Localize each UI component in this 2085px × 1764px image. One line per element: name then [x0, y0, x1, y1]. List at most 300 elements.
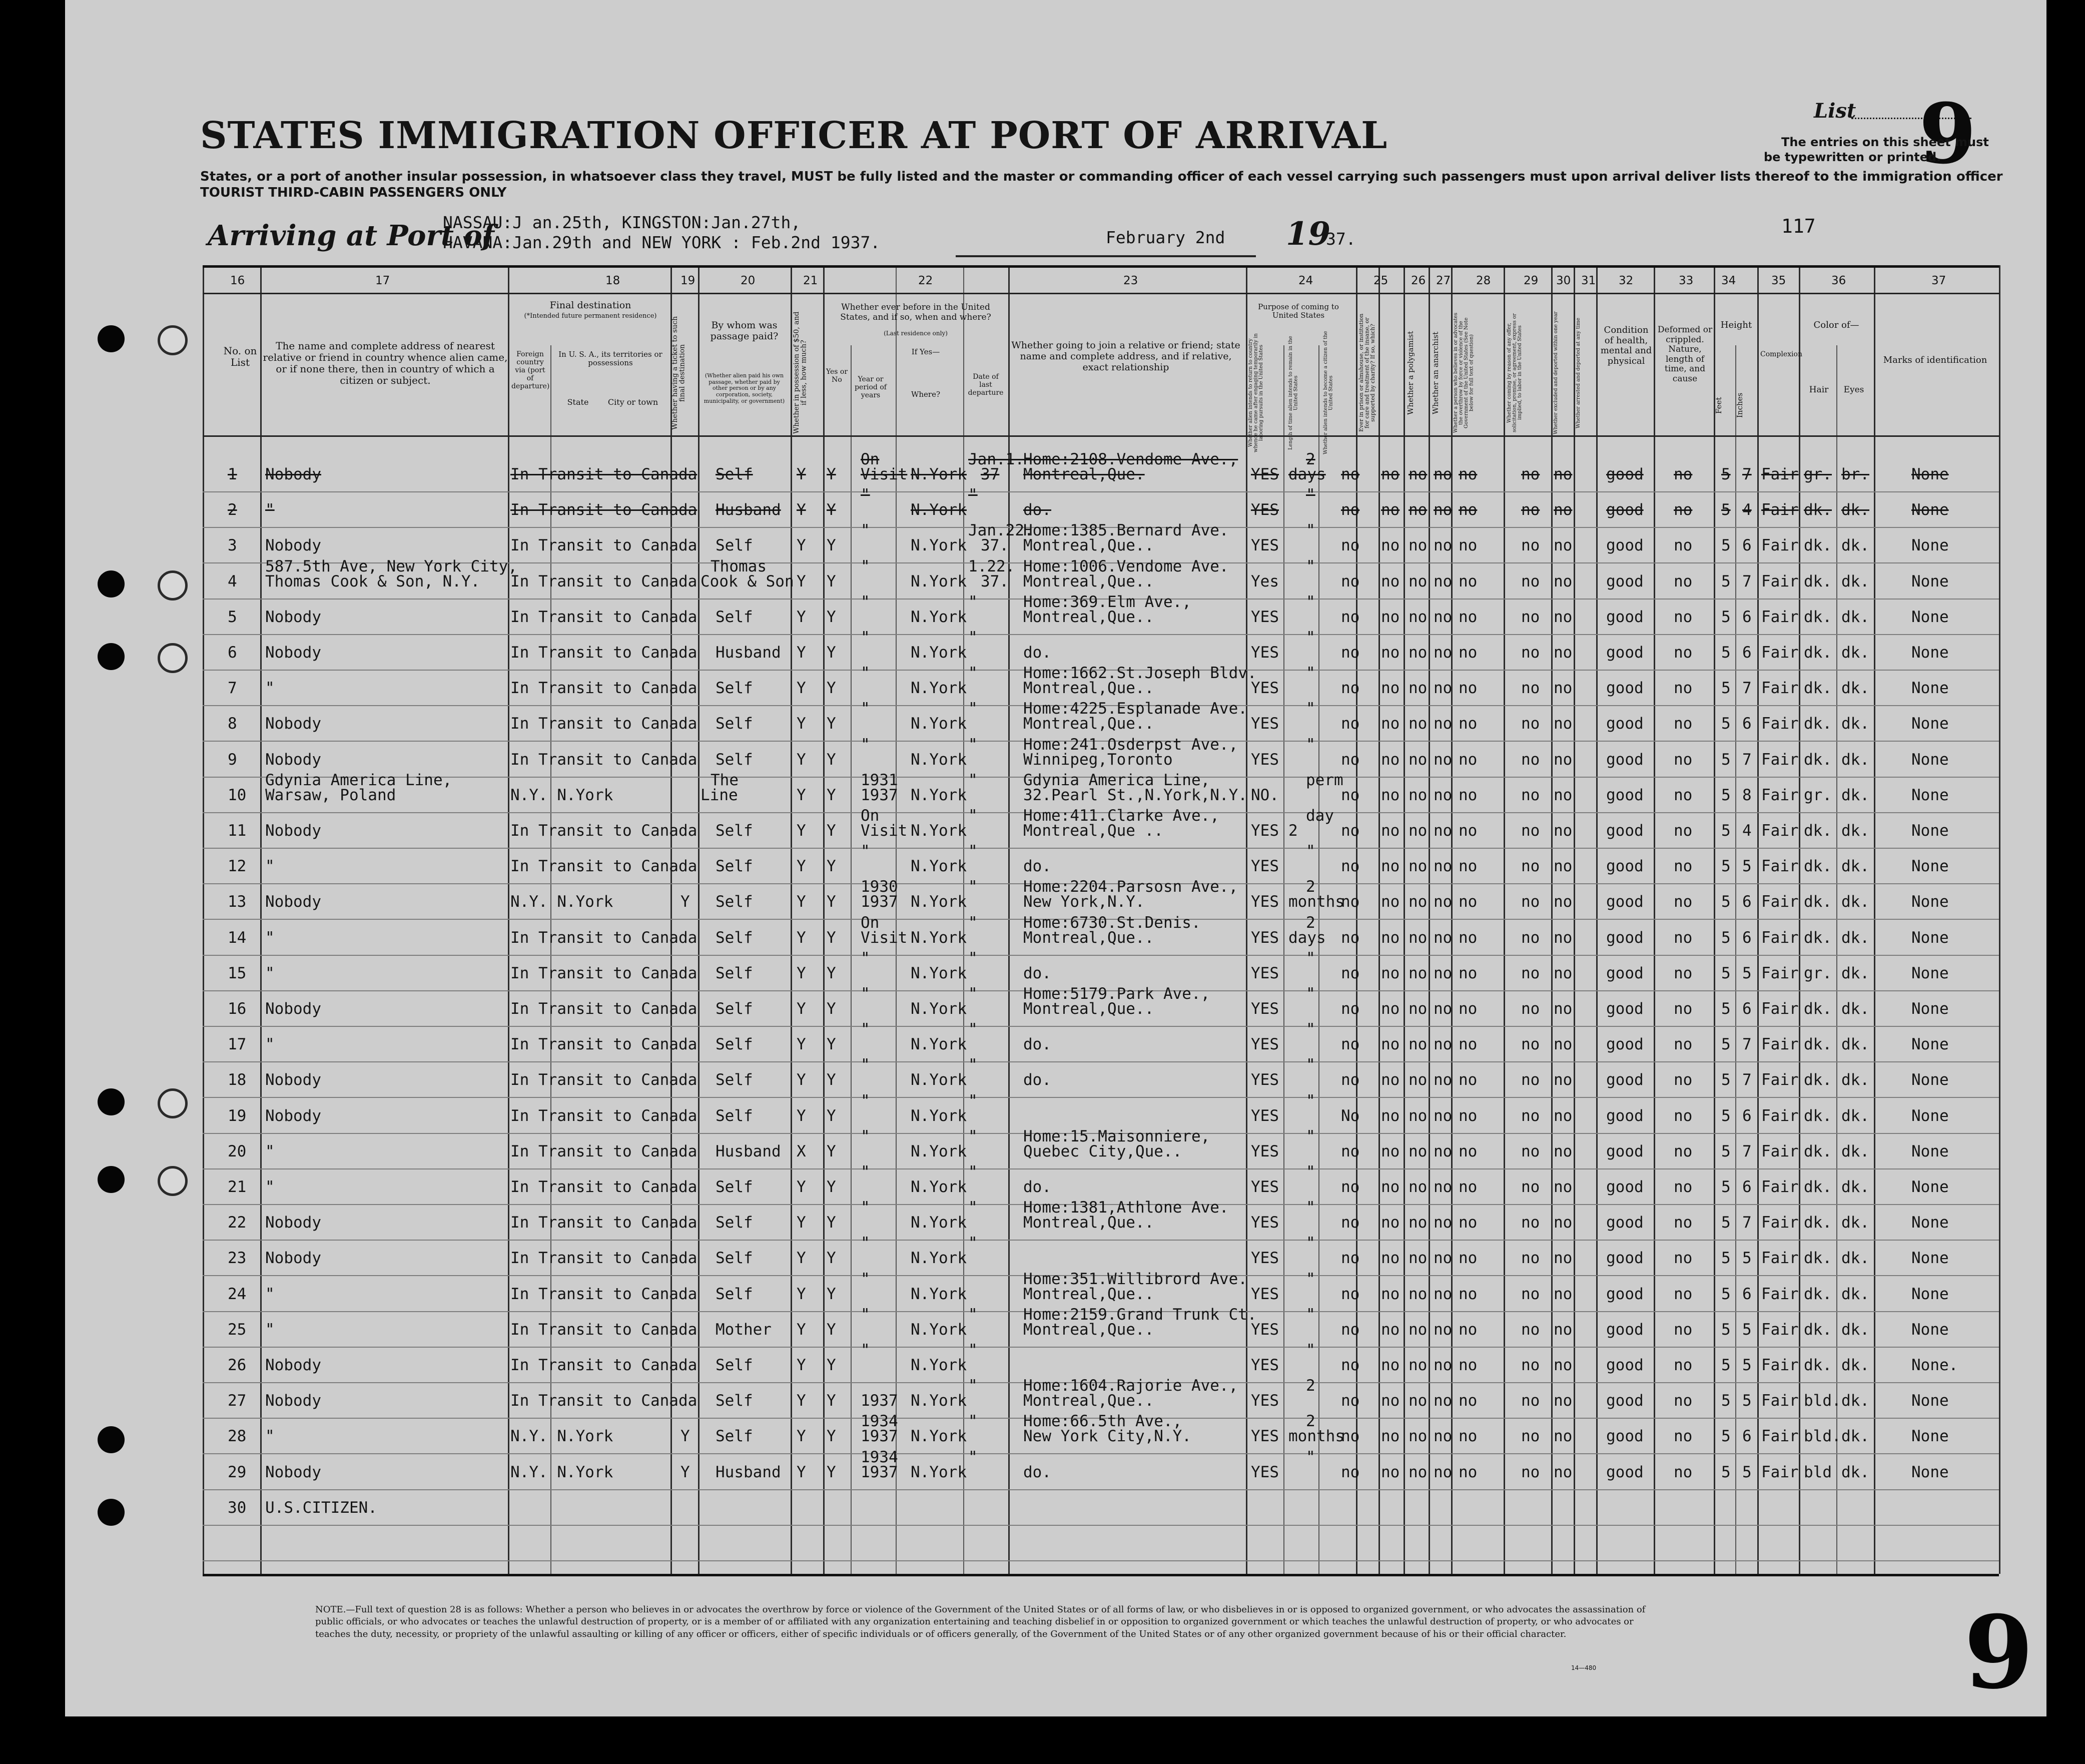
- nearest-relative: Nobody: [265, 1071, 321, 1089]
- question-answer: no: [1459, 1214, 1478, 1232]
- height-feet: 5: [1721, 893, 1731, 911]
- ever-before-where: N.York: [911, 857, 967, 875]
- ever-before-year: ": [861, 664, 870, 682]
- hair-color: dk.: [1804, 1321, 1832, 1339]
- health-condition: good: [1606, 1356, 1644, 1374]
- year-prefix: 19: [1286, 215, 1331, 253]
- joining-address-line2: Montreal,Que..: [1023, 715, 1154, 733]
- passage-paid-by: Husband: [716, 501, 781, 519]
- header-final-destination: Final destination: [549, 300, 631, 311]
- header-yes-or-no: Yes or No: [826, 368, 848, 384]
- purpose-return: Yes: [1251, 572, 1279, 591]
- height-inches: 7: [1742, 1035, 1752, 1053]
- complexion-value: Fair: [1761, 1178, 1799, 1196]
- deformed-value: no: [1674, 1356, 1693, 1374]
- height-feet: 5: [1721, 1142, 1731, 1160]
- header-foreign-country: Foreign country via (port of departure): [511, 350, 550, 391]
- height-inches: 6: [1742, 536, 1752, 554]
- passage-paid-by: Self: [716, 608, 753, 626]
- question-answer: no: [1434, 1107, 1453, 1125]
- purpose-length: ": [1306, 1270, 1315, 1288]
- last-departure-date: ": [968, 1199, 978, 1217]
- complexion-value: Fair: [1761, 929, 1799, 947]
- complexion-value: Fair: [1761, 608, 1799, 626]
- purpose-return: YES: [1251, 1035, 1279, 1053]
- question-answer: no: [1521, 964, 1540, 982]
- ever-before-year: 1930: [861, 878, 898, 896]
- question-answer: no: [1521, 1249, 1540, 1267]
- hair-color: dk.: [1804, 857, 1832, 875]
- corner-list-number: 9: [1964, 1594, 2034, 1711]
- purpose-return: YES: [1251, 964, 1279, 982]
- complexion-value: Fair: [1761, 751, 1799, 769]
- passage-paid-by: Self: [716, 536, 753, 554]
- complexion-value: Fair: [1761, 1035, 1799, 1053]
- ever-before-year: ": [861, 949, 870, 967]
- possession-50-value: Y: [797, 1356, 806, 1374]
- identification-marks: None: [1911, 1107, 1949, 1125]
- possession-50-value: Y: [797, 715, 806, 733]
- header-rule: [203, 293, 1999, 294]
- question-answer: no: [1381, 1392, 1400, 1410]
- question-answer: no: [1434, 893, 1453, 911]
- question-answer: no: [1381, 1214, 1400, 1232]
- eye-color: dk.: [1841, 1321, 1869, 1339]
- binder-ring: [158, 1088, 188, 1118]
- deformed-value: no: [1674, 1427, 1693, 1445]
- question-answer: no: [1434, 751, 1453, 769]
- nearest-relative: Nobody: [265, 536, 321, 554]
- purpose-length: 2: [1306, 914, 1315, 932]
- hair-color: gr.: [1804, 964, 1832, 982]
- identification-marks: None: [1911, 822, 1949, 840]
- question-answer: no: [1409, 1463, 1428, 1481]
- purpose-length-line2: 2: [1288, 822, 1298, 840]
- question-answer: no: [1341, 608, 1360, 626]
- joining-address-line2: New York,N.Y.: [1023, 893, 1145, 911]
- ever-before-yes-no: Y: [827, 1249, 836, 1267]
- identification-marks: None: [1911, 1285, 1949, 1303]
- deformed-value: no: [1674, 644, 1693, 662]
- ever-before-where: N.York: [911, 1035, 967, 1053]
- question-answer: no: [1409, 536, 1428, 554]
- nearest-relative: ": [265, 964, 275, 982]
- nearest-relative: Nobody: [265, 715, 321, 733]
- complexion-value: Fair: [1761, 1356, 1799, 1374]
- question-answer: no: [1459, 572, 1478, 591]
- ever-before-yes-no: Y: [827, 1356, 836, 1374]
- question-answer: no: [1434, 964, 1453, 982]
- ever-before-yes-no: Y: [827, 1392, 836, 1410]
- purpose-length: 2: [1306, 450, 1315, 468]
- question-answer: no: [1521, 644, 1540, 662]
- column-number: 18: [605, 274, 620, 287]
- possession-50-value: Y: [797, 1214, 806, 1232]
- page-number: 117: [1781, 215, 1816, 237]
- header-prison: Ever in prison or almshouse, or institution for care and treatment of the insane, or supported by charity? If so, which?: [1358, 313, 1376, 432]
- passage-paid-by: Self: [716, 1000, 753, 1018]
- ever-before-yes-no: Y: [827, 679, 836, 697]
- header-color-of: Color of—: [1813, 320, 1859, 330]
- question-answer: no: [1409, 929, 1428, 947]
- health-condition: good: [1606, 964, 1644, 982]
- passage-paid-by: Thomas: [711, 557, 767, 575]
- column-number: 27: [1436, 274, 1451, 287]
- eye-color: dk.: [1841, 1463, 1869, 1481]
- column-divider: [550, 345, 551, 1574]
- eye-color: dk.: [1841, 644, 1869, 662]
- height-feet: 5: [1721, 1107, 1731, 1125]
- column-number: 21: [803, 274, 818, 287]
- nearest-relative: Nobody: [265, 465, 321, 483]
- last-departure-date: ": [968, 1020, 978, 1038]
- eye-color: dk.: [1841, 501, 1869, 519]
- question-answer: no: [1459, 1392, 1478, 1410]
- ever-before-year: ": [861, 1199, 870, 1217]
- question-answer: no: [1459, 1356, 1478, 1374]
- binder-ring: [158, 325, 188, 355]
- purpose-return: YES: [1251, 1000, 1279, 1018]
- list-number: 9: [1919, 85, 1976, 182]
- joining-address-line2: do.: [1023, 1035, 1051, 1053]
- possession-50-value: Y: [797, 679, 806, 697]
- last-departure-line2: 37.: [981, 536, 1009, 554]
- eye-color: br.: [1841, 465, 1869, 483]
- last-departure-date: ": [968, 664, 978, 682]
- final-destination: N.Y. N.York: [510, 893, 613, 911]
- question-answer: no: [1521, 1321, 1540, 1339]
- question-answer: no: [1521, 751, 1540, 769]
- question-answer: no: [1434, 786, 1453, 804]
- possession-50-value: Y: [797, 1107, 806, 1125]
- row-rule: [203, 1026, 1999, 1027]
- header-passage-paid-note: (Whether alien paid his own passage, whether paid by other person or by any corporation, society, municipality, or government): [704, 372, 785, 404]
- height-feet: 5: [1721, 822, 1731, 840]
- question-answer: no: [1381, 1427, 1400, 1445]
- identification-marks: None: [1911, 608, 1949, 626]
- column-number: 24: [1298, 274, 1313, 287]
- question-answer: no: [1381, 822, 1400, 840]
- question-answer: no: [1521, 501, 1540, 519]
- hair-color: dk.: [1804, 572, 1832, 591]
- question-answer: no: [1409, 1356, 1428, 1374]
- row-rule: [203, 1347, 1999, 1348]
- identification-marks: None: [1911, 786, 1949, 804]
- joining-address: Home:411.Clarke Ave.,: [1023, 807, 1219, 825]
- header-anarchist: Whether an anarchist: [1431, 331, 1440, 414]
- possession-50-value: Y: [797, 786, 806, 804]
- joining-address: Home:241.Osderpst Ave.,: [1023, 736, 1238, 754]
- question-answer: no: [1409, 751, 1428, 769]
- final-destination: N.Y. N.York: [510, 1427, 613, 1445]
- row-number: 5: [228, 608, 237, 626]
- last-departure-date: ": [968, 771, 978, 789]
- question-answer: no: [1521, 1035, 1540, 1053]
- purpose-length: ": [1306, 1341, 1315, 1359]
- ever-before-yes-no: Y: [827, 608, 836, 626]
- height-inches: 8: [1742, 786, 1752, 804]
- header-last-residence: (Last residence only): [884, 330, 948, 337]
- ever-before-where: N.York: [911, 1463, 967, 1481]
- hair-color: dk.: [1804, 822, 1832, 840]
- deformed-value: no: [1674, 679, 1693, 697]
- final-destination: In Transit to Canada: [510, 1249, 698, 1267]
- passage-paid-by: Self: [716, 679, 753, 697]
- row-number: 17: [228, 1035, 247, 1053]
- joining-address-line2: Montreal,Que..: [1023, 1214, 1154, 1232]
- ever-before-yes-no: Y: [827, 822, 836, 840]
- question-answer: no: [1554, 536, 1573, 554]
- binder-ring: [158, 1166, 188, 1196]
- last-departure-date: ": [968, 878, 978, 896]
- possession-50-value: Y: [797, 964, 806, 982]
- purpose-length: ": [1306, 1448, 1315, 1466]
- ever-before-where: N.York: [911, 1214, 967, 1232]
- question-answer: no: [1409, 1142, 1428, 1160]
- hair-color: dk.: [1804, 1249, 1832, 1267]
- last-departure-date: 1.22.: [968, 557, 1015, 575]
- last-departure-date: ": [968, 1234, 978, 1252]
- question-answer: no: [1341, 465, 1360, 483]
- last-departure-date: ": [968, 914, 978, 932]
- column-number: 32: [1619, 274, 1634, 287]
- final-destination: In Transit to Canada: [510, 1356, 698, 1374]
- question-answer: no: [1341, 572, 1360, 591]
- header-where: Where?: [911, 390, 941, 399]
- question-answer: no: [1381, 608, 1400, 626]
- deformed-value: no: [1674, 857, 1693, 875]
- ever-before-where: N.York: [911, 929, 967, 947]
- question-answer: No: [1341, 1107, 1360, 1125]
- passage-paid-by: Husband: [716, 644, 781, 662]
- question-answer: no: [1521, 1427, 1540, 1445]
- question-answer: no: [1434, 1321, 1453, 1339]
- health-condition: good: [1606, 536, 1644, 554]
- column-number: 25: [1373, 274, 1388, 287]
- deformed-value: no: [1674, 1214, 1693, 1232]
- header-health: Condition of health, mental and physical: [1600, 325, 1652, 367]
- height-feet: 5: [1721, 751, 1731, 769]
- identification-marks: None: [1911, 679, 1949, 697]
- nearest-relative: 587.5th Ave, New York City,: [265, 557, 517, 575]
- passenger-class: TOURIST THIRD-CABIN PASSENGERS ONLY: [200, 185, 507, 200]
- column-number: 29: [1524, 274, 1539, 287]
- health-condition: good: [1606, 1249, 1644, 1267]
- question-answer: no: [1459, 1321, 1478, 1339]
- complexion-value: Fair: [1761, 572, 1799, 591]
- purpose-return: YES: [1251, 857, 1279, 875]
- ever-before-year: ": [861, 629, 870, 647]
- question-answer: no: [1521, 1392, 1540, 1410]
- eye-color: dk.: [1841, 822, 1869, 840]
- question-answer: no: [1554, 857, 1573, 875]
- joining-address: Home:4225.Esplanade Ave.: [1023, 700, 1247, 718]
- column-number: 22: [918, 274, 933, 287]
- row-rule: [203, 848, 1999, 849]
- possession-50-value: Y: [797, 1321, 806, 1339]
- height-inches: 7: [1742, 572, 1752, 591]
- purpose-return: YES: [1251, 1178, 1279, 1196]
- purpose-length-line2: months: [1288, 893, 1344, 911]
- question-answer: no: [1381, 1178, 1400, 1196]
- question-answer: no: [1409, 1321, 1428, 1339]
- column-number: 20: [741, 274, 756, 287]
- health-condition: good: [1606, 465, 1644, 483]
- height-feet: 5: [1721, 465, 1731, 483]
- identification-marks: None: [1911, 465, 1949, 483]
- question-answer: no: [1554, 679, 1573, 697]
- passage-paid-by: Self: [716, 465, 753, 483]
- question-answer: no: [1459, 929, 1478, 947]
- question-answer: no: [1459, 1427, 1478, 1445]
- joining-address-line2: do.: [1023, 1178, 1051, 1196]
- purpose-length: ": [1306, 593, 1315, 611]
- joining-address-line2: 32.Pearl St.,N.York,N.Y.: [1023, 786, 1247, 804]
- question-answer: no: [1409, 1392, 1428, 1410]
- question-answer: no: [1521, 1463, 1540, 1481]
- purpose-return: YES: [1251, 1463, 1279, 1481]
- height-inches: 6: [1742, 644, 1752, 662]
- question-answer: no: [1434, 501, 1453, 519]
- row-number: 13: [228, 893, 247, 911]
- ever-before-year: ": [861, 700, 870, 718]
- health-condition: good: [1606, 608, 1644, 626]
- question-answer: no: [1459, 1463, 1478, 1481]
- purpose-length: ": [1306, 629, 1315, 647]
- passage-paid-by: The: [711, 771, 739, 789]
- identification-marks: None: [1911, 1249, 1949, 1267]
- hair-color: dk.: [1804, 893, 1832, 911]
- identification-marks: None: [1911, 893, 1949, 911]
- question-answer: no: [1381, 786, 1400, 804]
- form-title: STATES IMMIGRATION OFFICER AT PORT OF ARRIVAL: [200, 114, 1388, 157]
- nearest-relative: ": [265, 1142, 275, 1160]
- complexion-value: Fair: [1761, 1392, 1799, 1410]
- possession-50-value: Y: [797, 644, 806, 662]
- identification-marks: None: [1911, 1214, 1949, 1232]
- nearest-relative: Nobody: [265, 1392, 321, 1410]
- possession-50-value: Y: [797, 1249, 806, 1267]
- year-suffix: 37.: [1326, 229, 1356, 249]
- ever-before-year: On: [861, 914, 880, 932]
- height-inches: 6: [1742, 1000, 1752, 1018]
- question-answer: no: [1409, 1249, 1428, 1267]
- eye-color: dk.: [1841, 1071, 1869, 1089]
- question-answer: no: [1459, 608, 1478, 626]
- eye-color: dk.: [1841, 1392, 1869, 1410]
- question-answer: no: [1341, 893, 1360, 911]
- complexion-value: Fair: [1761, 465, 1799, 483]
- binder-ring: [158, 570, 188, 601]
- possession-50-value: Y: [797, 1178, 806, 1196]
- last-departure-date: ": [968, 700, 978, 718]
- height-feet: 5: [1721, 964, 1731, 982]
- question-answer: no: [1554, 1107, 1573, 1125]
- question-answer: no: [1554, 644, 1573, 662]
- hair-color: dk.: [1804, 929, 1832, 947]
- nearest-relative: Nobody: [265, 1000, 321, 1018]
- purpose-return: YES: [1251, 1392, 1279, 1410]
- question-answer: no: [1381, 501, 1400, 519]
- question-answer: no: [1381, 893, 1400, 911]
- question-answer: no: [1521, 893, 1540, 911]
- complexion-value: Fair: [1761, 1107, 1799, 1125]
- nearest-relative: Nobody: [265, 751, 321, 769]
- question-answer: no: [1341, 822, 1360, 840]
- header-date-departure: Date of last departure: [968, 373, 1004, 397]
- last-departure-date: ": [968, 1092, 978, 1110]
- last-departure-date: ": [968, 1448, 978, 1466]
- question-answer: no: [1554, 1142, 1573, 1160]
- row-number: 24: [228, 1285, 247, 1303]
- nearest-relative: Nobody: [265, 644, 321, 662]
- header-purpose-citizen: Whether alien intends to become a citizen of the United States: [1323, 331, 1334, 455]
- question-28-note: NOTE.—Full text of question 28 is as follows: Whether a person who believes in or advocates the overthrow by force or violence of the Government of the United States or of all forms of law, or who disbelieves in or is opposed to organized government, or who advocates the assassination of public officials, or who advocates or teaches the unlawful destruction of property, or is a member of or affiliated with any organization entertaining and teaching disbelief in or opposition to organized government or which teaches the unlawful destruction of property, or who advocates or teaches the duty, necessity, or propriety of the unlawful assaulting or killing of any officer or officers, either of specific individuals or of officers generally, of the Government of the United States or of any other organized government because of his or their official character.: [315, 1604, 1646, 1639]
- final-destination: In Transit to Canada: [510, 501, 698, 519]
- header-feet: Feet: [1714, 397, 1723, 414]
- question-answer: no: [1521, 1142, 1540, 1160]
- height-inches: 6: [1742, 1285, 1752, 1303]
- possession-50-value: Y: [797, 1035, 806, 1053]
- row-number: 8: [228, 715, 237, 733]
- final-destination: In Transit to Canada: [510, 1392, 698, 1410]
- deformed-value: no: [1674, 536, 1693, 554]
- passage-paid-by: Mother: [716, 1321, 772, 1339]
- row-number: 29: [228, 1463, 247, 1481]
- question-answer: no: [1459, 822, 1478, 840]
- eye-color: dk.: [1841, 1107, 1869, 1125]
- column-divider: [1836, 345, 1837, 1574]
- hair-color: gr.: [1804, 786, 1832, 804]
- row-number: 14: [228, 929, 247, 947]
- question-answer: no: [1409, 501, 1428, 519]
- ever-before-year: ": [861, 1234, 870, 1252]
- ever-before-where: N.York: [911, 644, 967, 662]
- ever-before-where: N.York: [911, 1285, 967, 1303]
- ever-before-yes-no: Y: [827, 1463, 836, 1481]
- health-condition: good: [1606, 501, 1644, 519]
- purpose-length-line2: days: [1288, 465, 1326, 483]
- complexion-value: Fair: [1761, 536, 1799, 554]
- joining-address-line2: Montreal,Que..: [1023, 572, 1154, 591]
- purpose-length-line2: days: [1288, 929, 1326, 947]
- final-destination: In Transit to Canada: [510, 608, 698, 626]
- binder-hole: [98, 325, 125, 352]
- nearest-relative: ": [265, 1178, 275, 1196]
- header-q31: Whether arrested and deported at any time: [1576, 317, 1581, 428]
- row-rule: [203, 1489, 1999, 1490]
- eye-color: dk.: [1841, 1249, 1869, 1267]
- final-destination: In Transit to Canada: [510, 1000, 698, 1018]
- ever-before-where: N.York: [911, 1356, 967, 1374]
- last-departure-date: ": [968, 1163, 978, 1181]
- header-rule: [203, 435, 1999, 437]
- final-destination: N.Y. N.York: [510, 1463, 613, 1481]
- height-inches: 6: [1742, 1427, 1752, 1445]
- height-inches: 6: [1742, 1107, 1752, 1125]
- eye-color: dk.: [1841, 893, 1869, 911]
- ever-before-year: ": [861, 1306, 870, 1324]
- column-number: 28: [1476, 274, 1491, 287]
- health-condition: good: [1606, 1321, 1644, 1339]
- ever-before-yes-no: Y: [827, 751, 836, 769]
- ever-before-where: N.York: [911, 465, 967, 483]
- row-number: 11: [228, 822, 247, 840]
- possession-50-value: Y: [797, 1427, 806, 1445]
- deformed-value: no: [1674, 1107, 1693, 1125]
- complexion-value: Fair: [1761, 1285, 1799, 1303]
- ever-before-yes-no: Y: [827, 1285, 836, 1303]
